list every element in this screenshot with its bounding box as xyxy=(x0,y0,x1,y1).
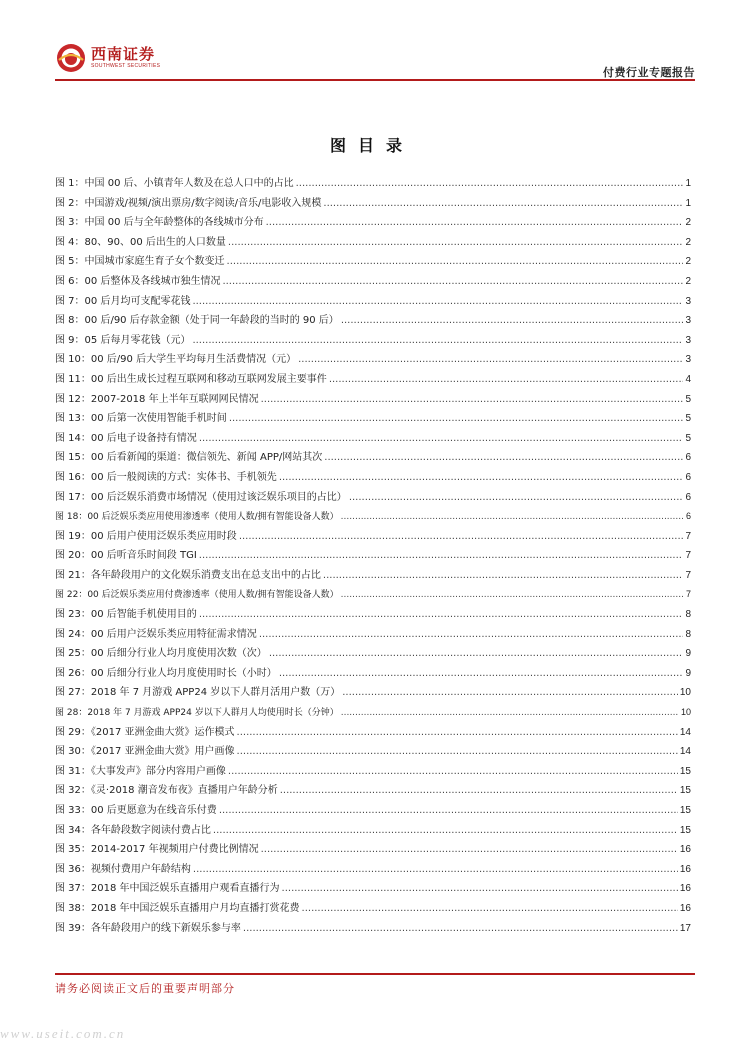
toc-leader-dots xyxy=(323,566,684,586)
toc-entry[interactable] xyxy=(55,683,691,703)
toc-entry-title: 图 14：00 后电子设备持有情况 xyxy=(55,432,197,444)
toc-entry[interactable] xyxy=(55,723,691,743)
toc-entry-title: 图 32：《灵·2018 潮音发布夜》直播用户年龄分析 xyxy=(55,785,278,797)
toc-page-number: 15 xyxy=(679,805,691,816)
toc-page-number: 15 xyxy=(679,785,691,797)
toc-page-number: 1 xyxy=(685,197,691,209)
toc-entry-title: 图 17：00 后泛娱乐消费市场情况（使用过该泛娱乐项目的占比） xyxy=(55,491,347,503)
toc-entry[interactable] xyxy=(55,292,691,312)
toc-page-number: 6 xyxy=(685,471,691,483)
toc-page-number: 4 xyxy=(685,373,691,385)
toc-leader-dots xyxy=(229,409,684,429)
toc-entry-title: 图 20：00 后听音乐时间段 TGI xyxy=(55,550,197,562)
toc-leader-dots xyxy=(192,292,683,312)
toc-page-number: 3 xyxy=(685,295,691,307)
toc-entry-title: 图 37：2018 年中国泛娱乐直播用户观看直播行为 xyxy=(55,883,280,895)
toc-leader-dots xyxy=(329,370,684,390)
toc-entry[interactable] xyxy=(55,350,691,370)
toc-entry[interactable] xyxy=(55,370,691,390)
toc-entry-title: 图 13：00 后第一次使用智能手机时间 xyxy=(55,413,227,425)
toc-leader-dots xyxy=(324,448,683,468)
toc-leader-dots xyxy=(280,781,678,801)
toc-entry-title: 图 33：00 后更愿意为在线音乐付费 xyxy=(55,805,217,816)
toc-entry-title: 图 26：00 后细分行业人均月度使用时长（小时） xyxy=(55,667,277,679)
toc-page-number: 15 xyxy=(679,765,691,777)
toc-entry-title: 图 27：2018 年 7 月游戏 APP24 岁以下人群月活用户数（万） xyxy=(55,687,341,699)
toc-entry[interactable] xyxy=(55,585,691,605)
report-type-label: 付费行业专题报告 xyxy=(603,66,695,79)
toc-leader-dots xyxy=(296,174,684,194)
toc-entry[interactable] xyxy=(55,664,691,684)
toc-entry-title: 图 39：各年龄段用户的线下新娱乐参与率 xyxy=(55,922,241,934)
toc-entry-title: 图 18：00 后泛娱乐类应用使用渗透率（使用人数/拥有智能设备人数） xyxy=(55,512,339,523)
toc-entry-title: 图 10：00 后/90 后大学生平均每月生活费情况（元） xyxy=(55,354,297,366)
toc-page-number: 7 xyxy=(685,569,691,581)
toc-entry-title: 图 2：中国游戏/视频/演出票房/数字阅读/音乐/电影收入规模 xyxy=(55,197,322,209)
toc-leader-dots xyxy=(219,801,678,821)
toc-entry-title: 图 28：2018 年 7 月游戏 APP24 岁以下人群月人均使用时长（分钟） xyxy=(55,708,339,719)
toc-entry[interactable] xyxy=(55,566,691,586)
toc-entry-title: 图 11：00 后出生成长过程互联网和移动互联网发展主要事件 xyxy=(55,373,327,385)
toc-entry[interactable] xyxy=(55,507,691,527)
toc-page-number: 9 xyxy=(685,648,691,660)
toc-page-number: 3 xyxy=(685,334,691,346)
toc-page-number: 9 xyxy=(685,667,691,679)
toc-page-number: 5 xyxy=(685,432,691,444)
toc-entry-title: 图 24：00 后用户泛娱乐类应用特征需求情况 xyxy=(55,628,257,640)
toc-entry-title: 图 12：2007-2018 年上半年互联网网民情况 xyxy=(55,393,259,405)
toc-leader-dots xyxy=(192,331,683,351)
toc-entry[interactable] xyxy=(55,448,691,468)
toc-entry-title: 图 31：《大事发声》部分内容用户画像 xyxy=(55,765,226,777)
toc-page-number: 8 xyxy=(685,609,691,621)
toc-leader-dots xyxy=(261,840,678,860)
toc-leader-dots xyxy=(282,879,678,899)
toc-entry[interactable] xyxy=(55,781,691,801)
toc-entry[interactable] xyxy=(55,272,691,292)
toc-entry[interactable] xyxy=(55,644,691,664)
toc-page-number: 2 xyxy=(685,275,691,287)
toc-page-number: 7 xyxy=(685,530,691,542)
toc-entry[interactable] xyxy=(55,233,691,253)
toc-entry-title: 图 19：00 后用户使用泛娱乐类应用时段 xyxy=(55,530,237,542)
toc-leader-dots xyxy=(266,213,684,233)
toc-leader-dots xyxy=(228,762,678,782)
toc-leader-dots xyxy=(261,390,684,410)
toc-entry-title: 图 1：中国 00 后、小镇青年人数及在总人口中的占比 xyxy=(55,178,294,189)
toc-entry-title: 图 7：00 后月均可支配零花钱 xyxy=(55,295,191,307)
toc-entry[interactable] xyxy=(55,194,691,214)
toc-entry[interactable] xyxy=(55,840,691,860)
toc-entry-title: 图 21：各年龄段用户的文化娱乐消费支出在总支出中的占比 xyxy=(55,569,321,581)
toc-entry[interactable] xyxy=(55,860,691,880)
watermark: www.useit.com.cn xyxy=(0,1026,126,1041)
toc-entry[interactable] xyxy=(55,899,691,919)
toc-entry-title: 图 35：2014-2017 年视频用户付费比例情况 xyxy=(55,844,259,856)
toc-leader-dots xyxy=(341,311,684,331)
toc-entry[interactable] xyxy=(55,468,691,488)
toc-page-number: 6 xyxy=(685,511,691,522)
toc-leader-dots xyxy=(349,488,684,508)
toc-leader-dots xyxy=(279,468,684,488)
toc-entry[interactable] xyxy=(55,390,691,410)
toc-leader-dots xyxy=(341,704,679,724)
toc-entry-title: 图 36：视频付费用户年龄结构 xyxy=(55,863,191,875)
toc-page-number: 3 xyxy=(685,354,691,366)
toc-entry-title: 图 34：各年龄段数字阅读付费占比 xyxy=(55,824,211,836)
company-logo xyxy=(55,42,160,74)
toc-leader-dots xyxy=(199,546,684,566)
toc-entry[interactable] xyxy=(55,625,691,645)
toc-leader-dots xyxy=(302,899,678,919)
toc-page-number: 17 xyxy=(679,922,691,934)
toc-entry-title: 图 3：中国 00 后与全年龄整体的各线城市分布 xyxy=(55,217,264,229)
toc-entry-title: 图 23：00 后智能手机使用目的 xyxy=(55,609,197,621)
toc-leader-dots xyxy=(239,527,684,547)
toc-entry-title: 图 15：00 后看新闻的渠道：微信领先、新闻 APP/网站其次 xyxy=(55,452,323,464)
logo-emblem-icon xyxy=(55,42,87,74)
toc-leader-dots xyxy=(341,586,684,606)
header-divider xyxy=(55,79,695,81)
toc-leader-dots xyxy=(193,860,678,880)
toc-page-number: 10 xyxy=(680,707,691,718)
toc-entry[interactable] xyxy=(55,703,691,723)
toc-leader-dots xyxy=(227,252,684,272)
toc-leader-dots xyxy=(259,625,684,645)
toc-entry[interactable] xyxy=(55,429,691,449)
toc-entry-title: 图 30：《2017 亚洲金曲大赏》用户画像 xyxy=(55,746,235,758)
toc-entry[interactable] xyxy=(55,801,691,821)
toc-entry[interactable] xyxy=(55,252,691,272)
toc-page-number: 1 xyxy=(685,178,691,189)
toc-leader-dots xyxy=(269,644,684,664)
toc-leader-dots xyxy=(237,742,678,762)
toc-entry-title: 图 29：《2017 亚洲金曲大赏》运作模式 xyxy=(55,726,235,738)
toc-leader-dots xyxy=(199,605,684,625)
toc-leader-dots xyxy=(237,723,678,743)
toc-leader-dots xyxy=(279,664,684,684)
toc-page-number: 7 xyxy=(685,589,691,600)
toc-page-number: 2 xyxy=(685,256,691,268)
toc-entry[interactable] xyxy=(55,919,691,939)
toc-entry[interactable] xyxy=(55,213,691,233)
toc-page-number: 6 xyxy=(685,452,691,464)
toc-page-number: 2 xyxy=(685,236,691,248)
toc-entry-title: 图 9：05 后每月零花钱（元） xyxy=(55,334,191,346)
toc-page-number: 5 xyxy=(685,393,691,405)
toc-entry[interactable] xyxy=(55,488,691,508)
toc-page-number: 16 xyxy=(679,844,691,856)
toc-entry-title: 图 5：中国城市家庭生育子女个数变迁 xyxy=(55,256,225,268)
logo-english-name: SOUTHWEST SECURITIES xyxy=(91,63,161,69)
toc-leader-dots xyxy=(243,919,678,939)
toc-entry-title: 图 4：80、90、00 后出生的人口数量 xyxy=(55,236,226,248)
toc-page-number: 8 xyxy=(685,628,691,640)
toc-page-number: 10 xyxy=(679,687,691,699)
toc-page-number: 16 xyxy=(679,863,691,875)
toc-entry[interactable] xyxy=(55,821,691,841)
table-of-figures xyxy=(55,174,691,938)
toc-leader-dots xyxy=(298,350,683,370)
toc-page-number: 16 xyxy=(679,883,691,895)
toc-entry-title: 图 6：00 后整体及各线城市独生情况 xyxy=(55,275,221,287)
toc-page-number: 7 xyxy=(685,550,691,562)
toc-page-number: 16 xyxy=(679,902,691,914)
toc-entry[interactable] xyxy=(55,605,691,625)
toc-leader-dots xyxy=(228,233,684,253)
toc-entry[interactable] xyxy=(55,762,691,782)
toc-leader-dots xyxy=(213,821,678,841)
toc-entry-title: 图 8：00 后/90 后存款金额（处于同一年龄段的当时的 90 后） xyxy=(55,315,339,327)
toc-page-number: 2 xyxy=(685,217,691,229)
toc-entry-title: 图 22：00 后泛娱乐类应用付费渗透率（使用人数/拥有智能设备人数） xyxy=(55,590,339,601)
toc-entry[interactable] xyxy=(55,409,691,429)
toc-leader-dots xyxy=(342,683,678,703)
toc-page-number: 3 xyxy=(685,315,691,327)
toc-entry-title: 图 25：00 后细分行业人均月度使用次数（次） xyxy=(55,648,267,660)
toc-page-number: 6 xyxy=(685,491,691,503)
toc-entry[interactable] xyxy=(55,527,691,547)
toc-entry[interactable] xyxy=(55,879,691,899)
toc-entry[interactable] xyxy=(55,174,691,194)
toc-page-number: 14 xyxy=(679,726,691,738)
page-title: 图目录 xyxy=(329,136,414,155)
toc-leader-dots xyxy=(341,508,684,528)
toc-entry[interactable] xyxy=(55,546,691,566)
toc-page-number: 14 xyxy=(679,746,691,758)
toc-entry[interactable] xyxy=(55,742,691,762)
footer-divider xyxy=(55,973,695,975)
toc-entry[interactable] xyxy=(55,331,691,351)
toc-page-number: 15 xyxy=(679,824,691,836)
toc-entry-title: 图 38：2018 年中国泛娱乐直播用户月均直播打赏花费 xyxy=(55,902,300,914)
toc-leader-dots xyxy=(323,194,683,214)
toc-entry-title: 图 16：00 后一般阅读的方式：实体书、手机领先 xyxy=(55,471,277,483)
toc-leader-dots xyxy=(222,272,683,292)
logo-chinese-name: 西南证券 xyxy=(91,45,156,63)
disclaimer-note: 请务必阅读正文后的重要声明部分 xyxy=(55,982,235,995)
toc-leader-dots xyxy=(199,429,684,449)
toc-entry[interactable] xyxy=(55,311,691,331)
toc-page-number: 5 xyxy=(685,413,691,425)
